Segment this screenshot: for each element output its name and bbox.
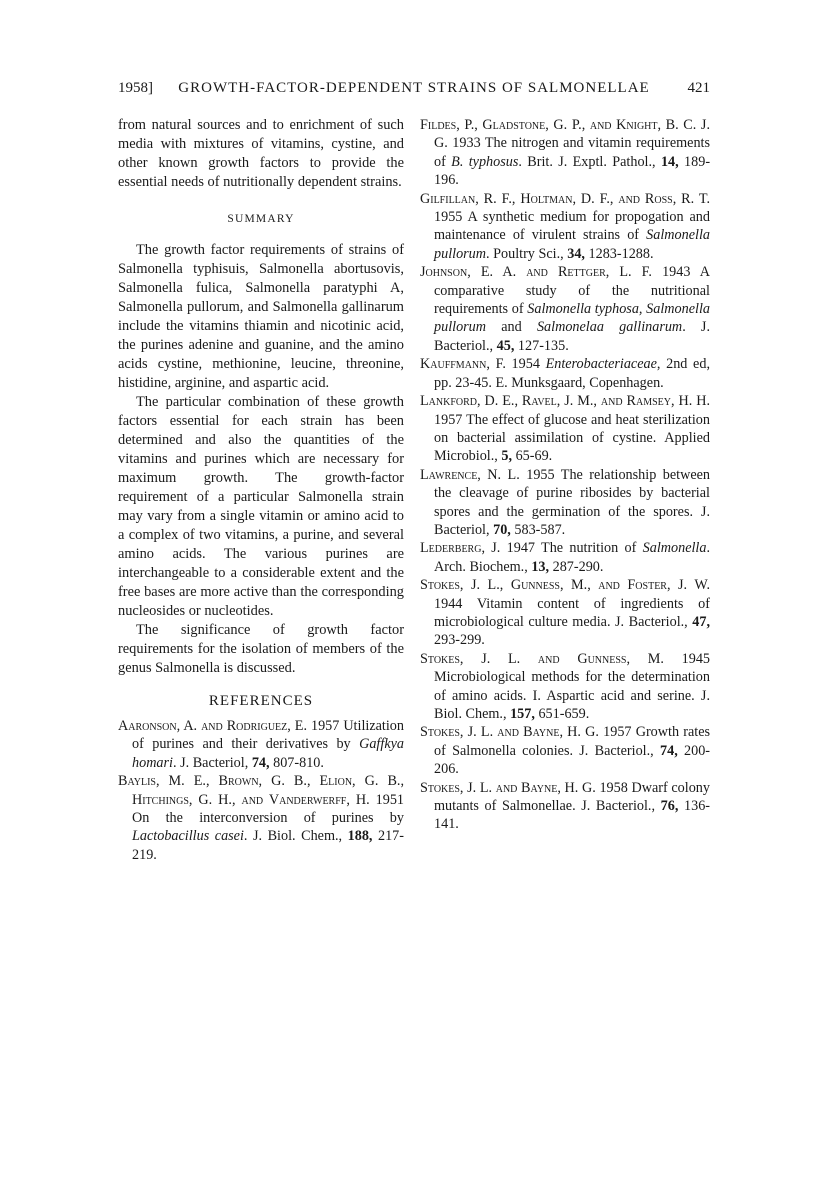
reference-species: Salmonella — [642, 540, 707, 557]
reference-journal: . Poultry Sci., — [486, 245, 564, 262]
reference-journal: . Arch. Biochem., — [434, 540, 711, 575]
reference-title: The nitrogen and vitamin requirements of — [434, 135, 710, 170]
reference-year: 1957 — [603, 724, 632, 741]
reference-species: Gaffkya homari — [132, 736, 405, 771]
reference-species: Enterobacteriaceae — [545, 356, 657, 373]
reference-year: 1954 — [511, 356, 540, 373]
page-number: 421 — [687, 80, 710, 96]
reference-year: 1951 — [375, 791, 404, 808]
reference-pages: 293-299. — [434, 632, 485, 649]
reference-species: Salmonelaa gallinarum — [536, 319, 683, 336]
reference-species: Salmonella typhosa, Salmonella pullorum — [434, 301, 710, 336]
reference-pages: 189-196. — [434, 153, 711, 189]
reference-authors: Stokes, J. L., Gunness, M., and Foster, J. W. — [420, 577, 710, 594]
reference-authors: Lederberg, J. — [420, 540, 501, 557]
summary-paragraph: The particular combination of these growth factors essential for each strain has been determined and also the quantities of the vitamins and purines which are necessary for maximum growth. The growth-factor requirement of a particular Salmonella strain may vary from a single vitamin or amino acid to a complex of two vitamins, a purine, and several amino acids. The various purines are interchangeable to a considerable extent and the free bases are more active than the corresponding nucleosides or nucleotides. — [118, 394, 404, 619]
reference-volume: 47, — [692, 613, 711, 630]
reference-species: Lactobacillus casei — [132, 828, 244, 845]
reference-pages: 287-290. — [552, 558, 604, 575]
references-title: REFERENCES — [208, 693, 314, 709]
reference-entry — [118, 717, 404, 772]
reference-year: 1945 — [681, 650, 711, 667]
reference-year: 1958 — [599, 779, 628, 796]
references-list-right — [420, 116, 710, 834]
reference-year: 1955 — [526, 466, 555, 483]
reference-volume: 188, — [347, 828, 373, 845]
header-year: 1958] — [118, 80, 153, 96]
reference-title: The nutrition of — [541, 540, 637, 557]
reference-title: Growth rates of Salmonella colonies. J. Bacteriol., — [434, 724, 711, 759]
reference-pages: 1283-1288. — [588, 245, 654, 262]
reference-title: On the interconversion of purines by — [132, 810, 404, 827]
reference-pages: 200-206. — [434, 742, 711, 778]
reference-volume: 14, — [660, 153, 679, 170]
right-column — [420, 116, 710, 834]
reference-year: 1955 — [434, 209, 463, 226]
reference-entry — [420, 392, 710, 466]
reference-authors: Stokes, J. L. and Bayne, H. G. — [420, 779, 596, 796]
reference-entry — [420, 466, 710, 540]
reference-title: A synthetic medium for propogation and maintenance of virulent strains of — [434, 209, 710, 244]
reference-title: The effect of glucose and heat sterilization on bacterial assimilation of cystine. Applied Microbiol., — [434, 411, 710, 465]
reference-entry — [420, 190, 710, 264]
reference-entry — [420, 263, 710, 355]
running-title: GROWTH-FACTOR-DEPENDENT STRAINS OF SALMONELLAE — [178, 80, 650, 96]
reference-authors: Stokes, J. L. and Bayne, H. G. — [420, 724, 599, 741]
reference-species: B. typhosus — [451, 153, 519, 170]
reference-authors: Fildes, P., Gladstone, G. P., and Knight, B. C. J. G. — [420, 117, 710, 152]
reference-pages: 583-587. — [514, 521, 566, 538]
reference-volume: 74, — [251, 754, 270, 771]
references-list-left — [118, 717, 404, 864]
reference-pages: 127-135. — [517, 337, 569, 354]
reference-entry — [420, 576, 710, 650]
reference-authors: Lawrence, N. L. — [420, 466, 520, 483]
reference-pages: 651-659. — [538, 706, 590, 722]
reference-entry — [420, 116, 710, 190]
reference-title: Utilization of purines and their derivatives by — [132, 718, 404, 753]
reference-authors: Gilfillan, R. F., Holtman, D. F., and Ross, R. T. — [420, 190, 710, 207]
reference-pages: 807-810. — [273, 754, 324, 771]
reference-authors: Stokes, J. L. and Gunness, M. — [420, 650, 664, 667]
summary-paragraph: The significance of growth factor requirements for the isolation of members of the genus Salmonella is discussed. — [118, 622, 404, 676]
reference-year: 1933 — [452, 135, 481, 152]
summary-title: SUMMARY — [227, 213, 295, 225]
reference-year: 1944 — [434, 595, 463, 612]
reference-volume: 157, — [510, 706, 535, 722]
summary-paragraph: The growth factor requirements of strains of Salmonella typhisuis, Salmonella abortusovis, Salmonella fulica, Salmonella paratyphi A, Salmonella pullorum, and Salmonella gallinarum include the vitamins thiamin and nicotinic acid, the purines adenine and guanine, and the amino acids cystine, methionine, leucine, threonine, histidine, arginine, and aspartic acid. — [118, 242, 404, 391]
reference-year: 1947 — [506, 540, 535, 557]
reference-title: The relationship between the cleavage of purine ribosides by bacterial spores and the germination of the spores. J. Bacteriol, — [434, 466, 711, 538]
reference-journal: . J. Biol. Chem., — [243, 828, 343, 845]
reference-authors: Lankford, D. E., Ravel, J. M., and Ramsey, H. H. — [420, 393, 710, 410]
reference-pages: 136-141. — [434, 798, 711, 833]
reference-title: A comparative study of the nutritional requirements of — [434, 264, 711, 318]
reference-journal: . Brit. J. Exptl. Pathol., — [518, 153, 656, 170]
reference-text: and — [501, 319, 522, 336]
reference-volume: 5, — [501, 448, 513, 465]
left-column — [118, 116, 404, 864]
reference-volume: 76, — [660, 798, 679, 815]
reference-year: 1957 — [434, 411, 463, 428]
reference-title: Dwarf colony mutants of Salmonellae. J. Bacteriol., — [434, 779, 710, 815]
reference-journal: . J. Bacteriol., — [434, 319, 710, 354]
reference-title: Vitamin content of ingredients of microbiological culture media. J. Bacteriol., — [434, 595, 710, 630]
reference-year: 1943 — [662, 264, 691, 281]
reference-year: 1957 — [310, 718, 340, 734]
running-header — [118, 80, 710, 100]
intro-paragraph: from natural sources and to enrichment of such media with mixtures of vitamins, cystine, and other known growth factors to provide the essential needs of nutritionally dependent strains. — [118, 117, 404, 190]
reference-volume: 34, — [567, 245, 585, 262]
reference-title: Microbiological methods for the determination of amino acids. I. Aspartic acid and serine. J. Biol. Chem., — [434, 669, 710, 722]
reference-pages: 65-69. — [515, 448, 553, 465]
reference-volume: 45, — [496, 337, 515, 354]
reference-entry — [420, 779, 710, 834]
reference-species: Salmonella pullorum — [434, 227, 711, 262]
reference-entry — [420, 355, 710, 392]
reference-journal: . J. Bacteriol, — [173, 754, 249, 771]
reference-entry — [118, 772, 404, 864]
reference-authors: Aaronson, A. and Rodriguez, E. — [118, 718, 307, 734]
reference-journal: , 2nd ed, pp. 23-45. E. Munksgaard, Copenhagen. — [434, 356, 710, 391]
reference-authors: Kauffmann, F. — [420, 356, 506, 373]
reference-pages: 217-219. — [132, 828, 404, 863]
reference-entry — [420, 539, 710, 576]
summary-body — [118, 241, 404, 678]
reference-volume: 70, — [493, 521, 511, 538]
reference-volume: 13, — [531, 558, 550, 575]
reference-volume: 74, — [660, 742, 678, 759]
reference-authors: Johnson, E. A. and Rettger, L. F. — [420, 264, 652, 281]
reference-authors: Baylis, M. E., Brown, G. B., Elion, G. B., Hitchings, G. H., and Vanderwerff, H. — [118, 773, 404, 808]
reference-entry — [420, 650, 710, 724]
reference-entry — [420, 723, 710, 778]
